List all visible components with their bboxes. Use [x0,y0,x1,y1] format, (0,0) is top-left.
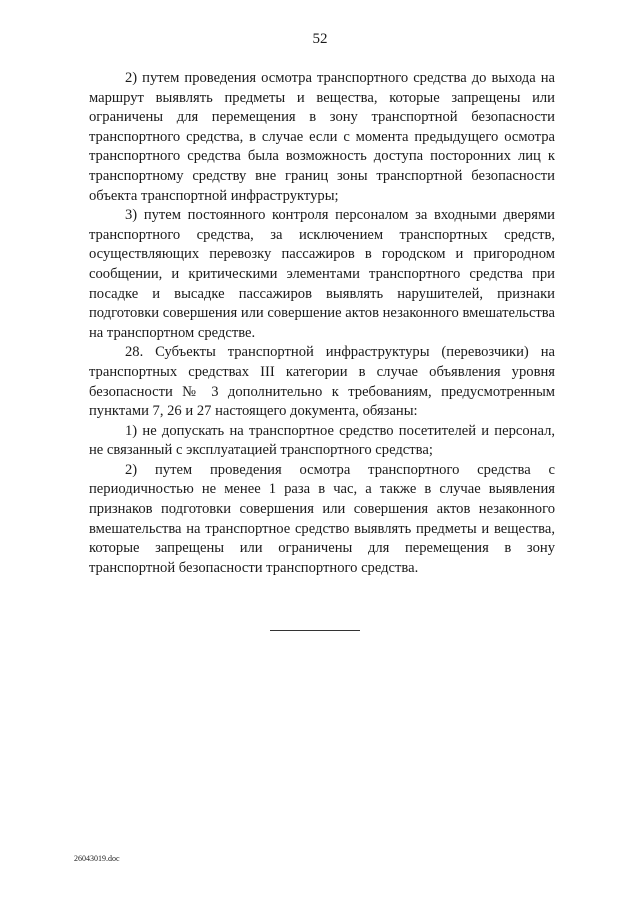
end-divider-line [270,630,360,631]
paragraph-item-2-hourly-inspection: 2) путем проведения осмотра транспортного средства с периодичностью не менее 1 раза в час, а также в случае выявления признаков подготовки совершения или совершения актов незаконного вмешательства на транспортное средство выявлять предметы и вещества, которые запрещены или ограничены для перемещения в зону транспортной безопасности транспортного средства. [89,461,555,576]
paragraph-item-3-door-control: 3) путем постоянного контроля персоналом за входными дверями транспортного средства, за исключением транспортных средств, осуществляющих перевозку пассажиров в городском и пригородном сообщении, и критическими элементами транспортного средства при посадке и высадке пассажиров выявлять нарушителей, признаки подготовки совершения или совершение актов незаконного вмешательства на транспортном средстве. [89,207,555,341]
paragraph-section-28: 28. Субъекты транспортной инфраструктуры (перевозчики) на транспортных средствах III категории в случае объявления уровня безопасности № 3 дополнительно к требованиям, предусмотренным пунктами 7, 26 и 27 настоящего документа, обязаны: [89,344,555,420]
document-body [89,69,555,578]
paragraph-item-2-pre-trip-inspection: 2) путем проведения осмотра транспортного средства до выхода на маршрут выявлять предметы и вещества, которые запрещены или ограничены для перемещения в зону транспортной безопасности транспортного средства, в случае если с момента предыдущего осмотра транспортного средства была возможность доступа посторонних лиц к транспортному средству вне границ зоны транспортной безопасности объекта транспортной инфраструктуры; [89,70,555,204]
footer-document-code: 26043019.doc [74,854,120,863]
paragraph-item-1-no-visitors: 1) не допускать на транспортное средство посетителей и персонал, не связанный с эксплуатацией транспортного средства; [89,422,555,459]
page-number: 52 [312,31,328,47]
